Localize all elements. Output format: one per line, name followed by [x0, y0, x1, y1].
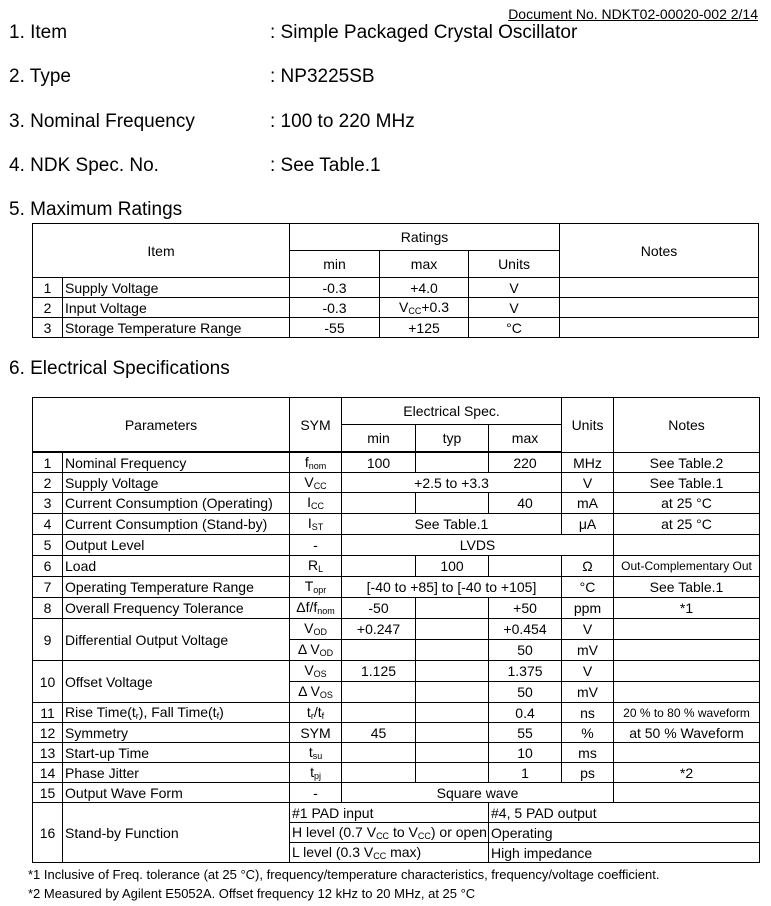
row-number: 10: [33, 661, 63, 703]
row-typ: [416, 640, 489, 661]
row-max: +50: [489, 598, 562, 619]
row-typ: [416, 598, 489, 619]
row-spec-span: Square wave: [342, 783, 614, 803]
row-units: V: [562, 619, 614, 640]
row-units: °C: [562, 577, 614, 598]
row-max: +4.0: [380, 278, 469, 298]
row-spec-span: See Table.1: [342, 514, 562, 535]
row-max: 40: [489, 493, 562, 514]
row-units: ms: [562, 743, 614, 763]
es-header-min: min: [342, 425, 416, 452]
sym-main: Δ V: [297, 641, 320, 657]
row-max: 50: [489, 640, 562, 661]
row-number: 4: [33, 514, 63, 535]
nominal-frequency-label: 3. Nominal Frequency: [9, 111, 195, 132]
row-notes: [560, 278, 759, 298]
row-spec-span: LVDS: [342, 535, 614, 556]
row-parameter: Output Wave Form: [63, 783, 290, 803]
sym-main: t: [308, 743, 313, 760]
row-sym: [290, 640, 342, 661]
high-b: to V: [389, 823, 418, 840]
row-sym: -: [290, 783, 342, 803]
row-parameter: Current Consumption (Operating): [63, 493, 290, 514]
row-notes: [614, 640, 760, 661]
table-row: [33, 298, 759, 318]
row-number: 6: [33, 556, 63, 577]
row-units: mV: [562, 640, 614, 661]
row-sym: [290, 453, 342, 473]
row-units: ns: [562, 703, 614, 723]
row-min: 45: [342, 723, 416, 743]
row-number: 2: [33, 473, 63, 493]
row-notes: [614, 682, 760, 703]
row-units: %: [562, 723, 614, 743]
high-a: H level (0.7 V: [292, 823, 377, 840]
row-item: Input Voltage: [63, 298, 290, 318]
sym-main: T: [304, 578, 314, 594]
sym-main: R: [307, 557, 319, 573]
high-b-sub: CC: [417, 830, 431, 841]
row-units: V: [469, 278, 560, 298]
row-parameter: Output Level: [63, 535, 290, 556]
table-row: [33, 743, 760, 763]
table-row: [33, 514, 760, 535]
table-row: [33, 318, 759, 338]
sym-sub: opr: [313, 585, 327, 595]
max-ratings-table: [32, 223, 759, 338]
row-max: 50: [489, 682, 562, 703]
row-min: -50: [342, 598, 416, 619]
row-units: mV: [562, 682, 614, 703]
pad4-header: #4, 5 PAD output: [489, 803, 760, 823]
row-number: 7: [33, 577, 63, 598]
row-min: [342, 682, 416, 703]
high-level-input: [290, 823, 489, 843]
row-units: MHz: [562, 453, 614, 473]
sym-sep: /t: [313, 703, 322, 720]
row-parameter: Operating Temperature Range: [63, 577, 290, 598]
row-parameter: Start-up Time: [63, 743, 290, 763]
row-number: 15: [33, 783, 63, 803]
row-sym: [290, 763, 342, 783]
low-a-sub: CC: [373, 850, 387, 861]
row-units: μA: [562, 514, 614, 535]
row-notes: at 50 % Waveform: [614, 723, 760, 743]
row-max: 220: [489, 453, 562, 473]
row-number: 5: [33, 535, 63, 556]
sym-sub: su: [312, 750, 323, 761]
table-row: [33, 473, 760, 493]
row-max: 55: [489, 723, 562, 743]
table-row: [33, 723, 760, 743]
row-number: 1: [33, 453, 63, 473]
row-sym: [290, 473, 342, 493]
elec-spec-table: [32, 397, 760, 863]
row-number: 14: [33, 763, 63, 783]
low-b: max): [386, 843, 422, 860]
footnote-1: *1 Inclusive of Freq. tolerance (at 25 °C), frequency/temperature characteristics, frequency/voltage coefficient.: [28, 867, 660, 882]
es-header-units: Units: [562, 398, 614, 453]
row-typ: [416, 453, 489, 473]
row-sym: [290, 743, 342, 763]
row-max: [380, 298, 469, 318]
param-c: ): [219, 703, 224, 720]
row-notes: Out-Complementary Out: [614, 556, 760, 577]
sym-main: V: [304, 620, 314, 636]
row-typ: [416, 493, 489, 514]
row-parameter: Symmetry: [63, 723, 290, 743]
row-max: 1.375: [489, 661, 562, 682]
sym-main: f: [304, 453, 309, 470]
row-sym: [290, 493, 342, 514]
elec-spec-heading: 6. Electrical Specifications: [9, 358, 230, 379]
sym-sub: ST: [311, 522, 324, 532]
row-notes: See Table.2: [614, 453, 760, 473]
row-sym: [290, 514, 342, 535]
row-min: -0.3: [290, 278, 380, 298]
item-row: [9, 22, 578, 44]
row-typ: [416, 723, 489, 743]
row-max: +0.454: [489, 619, 562, 640]
row-min: 100: [342, 453, 416, 473]
es-header-sym: SYM: [290, 398, 342, 452]
row-spec-span: [-40 to +85] to [-40 to +105]: [342, 577, 562, 598]
sym-b-sub: f: [321, 710, 325, 721]
row-sym: [290, 619, 342, 640]
sym-sub: OD: [313, 627, 327, 637]
es-header-parameters: Parameters: [33, 398, 290, 452]
mr-header-item: Item: [33, 224, 290, 278]
row-max: +125: [380, 318, 469, 338]
row-item: Storage Temperature Range: [63, 318, 290, 338]
row-parameter: Differential Output Voltage: [63, 619, 290, 661]
param-a: Rise Time(t: [65, 703, 136, 720]
sym-main: Δf/f: [296, 599, 318, 615]
row-min: 1.125: [342, 661, 416, 682]
row-parameter: Nominal Frequency: [63, 453, 290, 473]
row-max: 1: [489, 763, 562, 783]
row-min: [342, 493, 416, 514]
es-header-notes: Notes: [614, 398, 760, 453]
sym-main: I: [307, 515, 312, 531]
table-row: [33, 763, 760, 783]
sym-sub: OS: [313, 669, 327, 679]
sym-sub: CC: [310, 501, 324, 511]
table-row: [33, 783, 760, 803]
row-number: 16: [33, 803, 63, 863]
row-typ: [416, 619, 489, 640]
row-min: [342, 743, 416, 763]
es-header-spec: Electrical Spec.: [342, 398, 562, 425]
sym-sub: OS: [319, 690, 333, 700]
max-main: V: [399, 298, 409, 315]
mr-header-min: min: [290, 251, 380, 278]
row-typ: [416, 661, 489, 682]
spec-no-value: : See Table.1: [270, 155, 381, 176]
row-number: 13: [33, 743, 63, 763]
row-typ: 100: [416, 556, 489, 577]
table-row: [33, 703, 760, 723]
row-notes: [614, 619, 760, 640]
row-number: 2: [33, 298, 63, 318]
row-parameter: Overall Frequency Tolerance: [63, 598, 290, 619]
row-notes: at 25 °C: [614, 493, 760, 514]
sym-a-sub: r: [310, 710, 314, 721]
table-row: [33, 535, 760, 556]
high-a-sub: CC: [376, 830, 390, 841]
row-typ: [416, 743, 489, 763]
row-max: 10: [489, 743, 562, 763]
max-tail: +0.3: [421, 298, 449, 315]
row-number: 3: [33, 318, 63, 338]
row-parameter: Stand-by Function: [63, 803, 290, 863]
type-value: : NP3225SB: [270, 66, 375, 87]
sym-main: V: [304, 662, 314, 678]
mr-header-units: Units: [469, 251, 560, 278]
low-level-input: [290, 843, 489, 863]
sym-sub: L: [318, 564, 324, 574]
row-number: 1: [33, 278, 63, 298]
row-notes: 20 % to 80 % waveform: [614, 703, 760, 723]
table-row: [33, 803, 760, 823]
row-number: 9: [33, 619, 63, 661]
sym-main: I: [307, 494, 311, 510]
row-spec-span: +2.5 to +3.3: [342, 473, 562, 493]
row-number: 3: [33, 493, 63, 514]
row-sym: SYM: [290, 723, 342, 743]
row-notes: [560, 298, 759, 318]
row-units: V: [562, 473, 614, 493]
row-min: [342, 556, 416, 577]
row-units: V: [562, 661, 614, 682]
row-min: +0.247: [342, 619, 416, 640]
row-typ: [416, 682, 489, 703]
max-sub: CC: [408, 305, 422, 316]
low-a: L level (0.3 V: [292, 843, 374, 860]
sym-main: Δ V: [298, 683, 320, 699]
row-notes: [614, 535, 760, 556]
row-units: mA: [562, 493, 614, 514]
table-row: [33, 493, 760, 514]
item-value: : Simple Packaged Crystal Oscillator: [270, 22, 578, 43]
mr-header-max: max: [380, 251, 469, 278]
type-label: 2. Type: [9, 66, 71, 87]
table-row: [33, 278, 759, 298]
item-label: 1. Item: [9, 22, 68, 43]
sym-sub: CC: [313, 480, 327, 491]
high-level-output: Operating: [489, 823, 760, 843]
row-notes: [614, 661, 760, 682]
row-notes: [614, 743, 760, 763]
sym-sub: nom: [308, 460, 327, 471]
row-notes: *2: [614, 763, 760, 783]
max-ratings-heading: 5. Maximum Ratings: [9, 199, 183, 220]
es-header-typ: typ: [416, 425, 489, 452]
row-notes: See Table.1: [614, 577, 760, 598]
sym-main: V: [304, 473, 314, 490]
row-notes: See Table.1: [614, 473, 760, 493]
pad1-header: #1 PAD input: [290, 803, 489, 823]
mr-header-ratings: Ratings: [290, 224, 560, 251]
document-number: Document No. NDKT02-00020-002 2/14: [508, 6, 758, 22]
row-number: 12: [33, 723, 63, 743]
row-units: ppm: [562, 598, 614, 619]
row-typ: [416, 703, 489, 723]
row-min: -0.3: [290, 298, 380, 318]
high-c: ) or open: [430, 823, 487, 840]
sym-sub: pj: [313, 770, 321, 781]
row-parameter: Supply Voltage: [63, 473, 290, 493]
param-b: ), Fall Time(t: [138, 703, 217, 720]
row-sym: -: [290, 535, 342, 556]
sym-sub: nom: [317, 606, 335, 616]
row-sym: [290, 682, 342, 703]
footnote-2: *2 Measured by Agilent E5052A. Offset frequency 12 kHz to 20 MHz, at 25 °C: [28, 886, 476, 901]
row-parameter: Offset Voltage: [63, 661, 290, 703]
row-notes: at 25 °C: [614, 514, 760, 535]
table-row: [33, 661, 760, 682]
row-notes: [614, 783, 760, 803]
sym-main: t: [310, 763, 314, 780]
row-sym: [290, 556, 342, 577]
sym-sub: OD: [319, 648, 334, 658]
row-typ: [416, 763, 489, 783]
row-parameter: [63, 703, 290, 723]
param-b-sub: f: [216, 710, 220, 721]
row-sym: [290, 598, 342, 619]
row-number: 11: [33, 703, 63, 723]
nominal-frequency-value: : 100 to 220 MHz: [270, 111, 415, 132]
row-max: [489, 556, 562, 577]
table-row: [33, 577, 760, 598]
row-min: [342, 763, 416, 783]
row-min: [342, 640, 416, 661]
row-parameter: Phase Jitter: [63, 763, 290, 783]
row-sym: [290, 703, 342, 723]
row-units: °C: [469, 318, 560, 338]
row-min: [342, 703, 416, 723]
row-item: Supply Voltage: [63, 278, 290, 298]
table-row: [33, 619, 760, 640]
spec-no-label: 4. NDK Spec. No.: [9, 155, 159, 176]
sym-a: t: [306, 703, 311, 720]
row-units: V: [469, 298, 560, 318]
row-sym: [290, 661, 342, 682]
nominal-frequency-row: [9, 111, 415, 133]
row-max: 0.4: [489, 703, 562, 723]
row-parameter: Current Consumption (Stand-by): [63, 514, 290, 535]
table-row: [33, 453, 760, 473]
row-notes: *1: [614, 598, 760, 619]
es-header-max: max: [489, 425, 562, 452]
row-sym: [290, 577, 342, 598]
row-number: 8: [33, 598, 63, 619]
spec-no-row: [9, 155, 381, 177]
row-parameter: Load: [63, 556, 290, 577]
mr-header-notes: Notes: [560, 224, 759, 278]
row-units: ps: [562, 763, 614, 783]
type-row: [9, 66, 375, 88]
table-row: [33, 598, 760, 619]
row-min: -55: [290, 318, 380, 338]
low-level-output: High impedance: [489, 843, 760, 863]
table-row: [33, 556, 760, 577]
row-notes: [560, 318, 759, 338]
row-units: Ω: [562, 556, 614, 577]
param-a-sub: r: [135, 710, 139, 721]
